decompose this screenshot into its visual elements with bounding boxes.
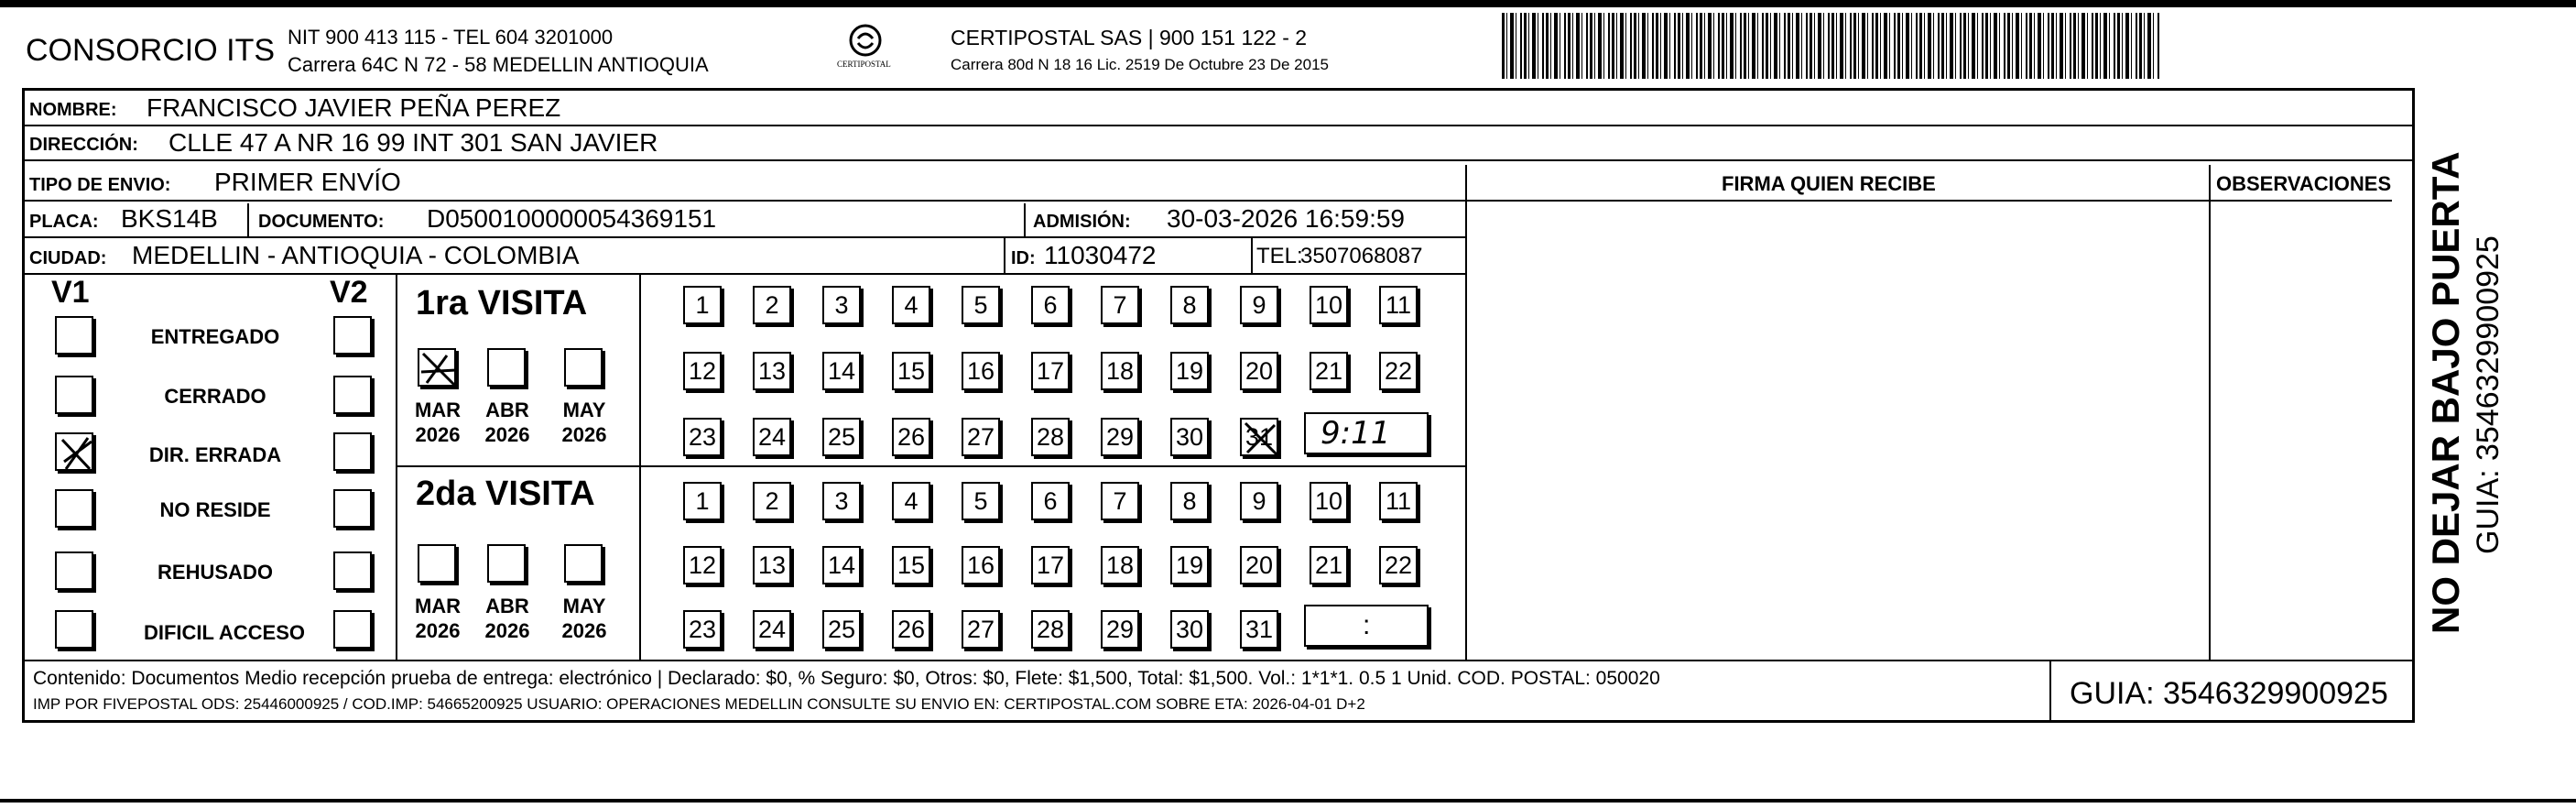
documento-label: DOCUMENTO: bbox=[258, 212, 385, 232]
visit1-time-written: 9:11 bbox=[1321, 415, 1391, 452]
visit1-month-abr-checkbox[interactable] bbox=[487, 348, 526, 387]
visit1-day-box[interactable]: 14 bbox=[822, 352, 861, 390]
visit1-day-box[interactable]: 18 bbox=[1101, 352, 1139, 390]
v2-no-reside-checkbox[interactable] bbox=[333, 489, 372, 528]
visit1-day-box[interactable]: 29 bbox=[1101, 418, 1139, 456]
col-doc-adm bbox=[1024, 203, 1026, 236]
col-placa-doc bbox=[247, 203, 249, 236]
v1-dificil-acceso-checkbox[interactable] bbox=[55, 610, 93, 649]
visit2-day-box[interactable]: 19 bbox=[1170, 546, 1209, 584]
visit1-day-box[interactable]: 23 bbox=[683, 418, 722, 456]
v1-cerrado-checkbox[interactable] bbox=[55, 376, 93, 414]
visit2-month-may: MAY 2026 bbox=[561, 595, 607, 642]
option-dificil-acceso: DIFICIL ACCESO bbox=[143, 621, 305, 644]
visit1-day-box[interactable]: 21 bbox=[1310, 352, 1348, 390]
visit2-day-box[interactable]: 11 bbox=[1379, 482, 1418, 520]
visit1-month-may-checkbox[interactable] bbox=[564, 348, 603, 387]
visit1-day-box[interactable]: 8 bbox=[1170, 286, 1209, 324]
frame-top bbox=[22, 88, 2412, 91]
visit2-day-box[interactable]: 29 bbox=[1101, 610, 1139, 649]
visit2-day-box[interactable]: 9 bbox=[1240, 482, 1278, 520]
frame-left bbox=[22, 88, 25, 720]
certipostal-logo bbox=[833, 22, 897, 77]
bottom-border bbox=[0, 799, 2576, 803]
visit1-day-box[interactable]: 10 bbox=[1310, 286, 1348, 324]
visit1-day-box[interactable]: 7 bbox=[1101, 286, 1139, 324]
firma-header: FIRMA QUIEN RECIBE bbox=[1722, 172, 1936, 195]
footer-imp: IMP POR FIVEPOSTAL ODS: 25446000925 / COD.IMP: 54665200925 USUARIO: OPERACIONES MEDELLIN CONSULTE SU ENVIO EN: CERTIPOSTAL.COM SOBRE ETA: 2026-04-01 D+2 bbox=[33, 695, 1365, 713]
visit2-day-box[interactable]: 1 bbox=[683, 482, 722, 520]
visit1-day-box[interactable]: 24 bbox=[753, 418, 791, 456]
visit1-day-box[interactable]: 19 bbox=[1170, 352, 1209, 390]
placa-label: PLACA: bbox=[29, 212, 99, 232]
visit2-day-box[interactable]: 25 bbox=[822, 610, 861, 649]
visit2-time-placeholder: : bbox=[1363, 610, 1371, 640]
visit2-day-box[interactable]: 4 bbox=[892, 482, 930, 520]
direccion-label: DIRECCIÓN: bbox=[29, 135, 138, 155]
col-firma-left bbox=[1465, 165, 1467, 660]
v1-dir-errada-checkbox[interactable] bbox=[55, 432, 93, 471]
visit1-day-box[interactable]: 13 bbox=[753, 352, 791, 390]
row-line-3 bbox=[22, 200, 1467, 202]
v2-dir-errada-checkbox[interactable] bbox=[333, 432, 372, 471]
option-rehusado: REHUSADO bbox=[158, 561, 273, 584]
footer-contenido: Contenido: Documentos Medio recepción prueba de entrega: electrónico | Declarado: $0, % Seguro: $0, Otros: $0, Flete: $1,500, Total: $1,500. Vol.: 1*1*1. 0.5 1 Unid. COD. POSTAL: 050020 bbox=[33, 668, 1660, 689]
visit1-month-mar: MAR 2026 bbox=[414, 399, 462, 446]
visit2-day-box[interactable]: 24 bbox=[753, 610, 791, 649]
option-dir-errada: DIR. ERRADA bbox=[148, 443, 282, 466]
visit2-month-abr: ABR 2026 bbox=[484, 595, 530, 642]
v1-no-reside-checkbox[interactable] bbox=[55, 489, 93, 528]
v1-label: V1 bbox=[51, 275, 90, 310]
visit-row-sep bbox=[396, 465, 1465, 467]
visit1-title: 1ra VISITA bbox=[416, 284, 588, 322]
visit2-day-box[interactable]: 12 bbox=[683, 546, 722, 584]
nombre-label: NOMBRE: bbox=[29, 100, 117, 120]
visit1-month-mar-checkbox[interactable] bbox=[418, 348, 456, 387]
v1-entregado-checkbox[interactable] bbox=[55, 316, 93, 355]
visit1-day-box[interactable]: 26 bbox=[892, 418, 930, 456]
visit1-day-box[interactable]: 6 bbox=[1031, 286, 1070, 324]
handwritten-mark-icon bbox=[1242, 420, 1280, 458]
barcode bbox=[1502, 13, 2161, 79]
nombre-value: FRANCISCO JAVIER PEÑA PEREZ bbox=[147, 93, 561, 122]
visit1-day-box[interactable]: 5 bbox=[962, 286, 1000, 324]
visit2-day-box[interactable]: 15 bbox=[892, 546, 930, 584]
frame-bottom bbox=[22, 720, 2415, 723]
side-warning: NO DEJAR BAJO PUERTA bbox=[2424, 151, 2467, 634]
visit2-day-box[interactable]: 6 bbox=[1031, 482, 1070, 520]
visit1-day-box[interactable]: 15 bbox=[892, 352, 930, 390]
tel-value: 3507068087 bbox=[1300, 244, 1423, 268]
col-header-underline bbox=[1465, 200, 2392, 202]
visit2-day-box[interactable]: 30 bbox=[1170, 610, 1209, 649]
visit2-day-box[interactable]: 27 bbox=[962, 610, 1000, 649]
visit1-day-box[interactable]: 28 bbox=[1031, 418, 1070, 456]
visit2-month-abr-checkbox[interactable] bbox=[487, 544, 526, 583]
visit1-month-abr: ABR 2026 bbox=[484, 399, 530, 446]
documento-value: D0500100000054369151 bbox=[427, 204, 717, 233]
observaciones-header: OBSERVACIONES bbox=[2216, 172, 2392, 195]
visit1-day-box[interactable]: 17 bbox=[1031, 352, 1070, 390]
visit2-day-box[interactable]: 17 bbox=[1031, 546, 1070, 584]
visit1-day-box[interactable]: 11 bbox=[1379, 286, 1418, 324]
option-no-reside: NO RESIDE bbox=[159, 498, 271, 521]
ciudad-label: CIUDAD: bbox=[29, 248, 107, 268]
visit1-month-may: MAY 2026 bbox=[561, 399, 607, 446]
visit1-time-box[interactable] bbox=[1304, 412, 1429, 454]
visit1-day-box[interactable]: 1 bbox=[683, 286, 722, 324]
visit2-day-box[interactable]: 10 bbox=[1310, 482, 1348, 520]
visit2-time-box[interactable] bbox=[1304, 605, 1429, 647]
visit1-day-box[interactable]: 25 bbox=[822, 418, 861, 456]
option-cerrado: CERRADO bbox=[164, 385, 266, 408]
placa-value: BKS14B bbox=[121, 204, 218, 233]
visit1-day-box[interactable]: 16 bbox=[962, 352, 1000, 390]
id-label: ID: bbox=[1011, 248, 1036, 268]
visit2-day-box[interactable]: 26 bbox=[892, 610, 930, 649]
v2-entregado-checkbox[interactable] bbox=[333, 316, 372, 355]
admision-label: ADMISIÓN: bbox=[1033, 212, 1131, 232]
tel-label: TEL: bbox=[1256, 244, 1303, 268]
ciudad-value: MEDELLIN - ANTIOQUIA - COLOMBIA bbox=[132, 241, 580, 269]
visit2-day-box[interactable]: 16 bbox=[962, 546, 1000, 584]
row-line-1 bbox=[22, 125, 2412, 126]
visit2-day-box[interactable]: 2 bbox=[753, 482, 791, 520]
visit1-day-box[interactable]: 2 bbox=[753, 286, 791, 324]
row-line-2 bbox=[22, 159, 2412, 161]
visit2-day-box[interactable]: 3 bbox=[822, 482, 861, 520]
visit2-title: 2da VISITA bbox=[416, 475, 595, 513]
side-guia: GUIA: 3546329900925 bbox=[2471, 235, 2505, 554]
courier-line1: CERTIPOSTAL SAS | 900 151 122 - 2 bbox=[951, 26, 1308, 49]
option-entregado: ENTREGADO bbox=[150, 325, 280, 348]
id-value: 11030472 bbox=[1044, 241, 1157, 269]
frame-right bbox=[2412, 88, 2415, 720]
courier-line2: Carrera 80d N 18 16 Lic. 2519 De Octubre 23 De 2015 bbox=[951, 56, 1329, 73]
visit1-day-box[interactable]: 4 bbox=[892, 286, 930, 324]
tipo-envio-value: PRIMER ENVÍO bbox=[214, 168, 401, 196]
visit1-day-box[interactable]: 20 bbox=[1240, 352, 1278, 390]
visit2-day-box[interactable]: 14 bbox=[822, 546, 861, 584]
visit1-day-box[interactable]: 31 bbox=[1240, 418, 1278, 456]
footer-guia-sep bbox=[2049, 661, 2051, 720]
visit1-day-box[interactable]: 30 bbox=[1170, 418, 1209, 456]
visit1-day-box[interactable]: 22 bbox=[1379, 352, 1418, 390]
col-obs-left bbox=[2209, 165, 2211, 660]
visit1-day-box[interactable]: 27 bbox=[962, 418, 1000, 456]
v2-label: V2 bbox=[330, 275, 368, 310]
col-ciudad-id bbox=[1004, 238, 1005, 273]
company-name: CONSORCIO ITS bbox=[26, 33, 276, 68]
visit2-day-box[interactable]: 28 bbox=[1031, 610, 1070, 649]
v1-rehusado-checkbox[interactable] bbox=[55, 551, 93, 590]
tipo-envio-label: TIPO DE ENVIO: bbox=[29, 175, 171, 195]
handwritten-check-icon bbox=[419, 350, 458, 388]
admision-value: 30-03-2026 16:59:59 bbox=[1167, 204, 1405, 233]
visit2-month-mar: MAR 2026 bbox=[414, 595, 462, 642]
visit1-day-box[interactable]: 9 bbox=[1240, 286, 1278, 324]
handwritten-check-icon bbox=[57, 434, 95, 473]
visit2-day-box[interactable]: 21 bbox=[1310, 546, 1348, 584]
visit1-day-box[interactable]: 3 bbox=[822, 286, 861, 324]
visit1-day-box[interactable]: 12 bbox=[683, 352, 722, 390]
v2-cerrado-checkbox[interactable] bbox=[333, 376, 372, 414]
visit2-month-mar-checkbox[interactable] bbox=[418, 544, 456, 583]
v2-rehusado-checkbox[interactable] bbox=[333, 551, 372, 590]
direccion-value: CLLE 47 A NR 16 99 INT 301 SAN JAVIER bbox=[168, 128, 658, 157]
visit2-day-box[interactable]: 23 bbox=[683, 610, 722, 649]
visit2-day-box[interactable]: 5 bbox=[962, 482, 1000, 520]
visit2-day-box[interactable]: 31 bbox=[1240, 610, 1278, 649]
footer-guia: GUIA: 3546329900925 bbox=[2070, 676, 2388, 711]
col-id-tel bbox=[1251, 238, 1253, 273]
top-border bbox=[0, 0, 2576, 7]
visit2-day-box[interactable]: 20 bbox=[1240, 546, 1278, 584]
company-address: Carrera 64C N 72 - 58 MEDELLIN ANTIOQUIA bbox=[288, 53, 709, 76]
row-line-5 bbox=[22, 273, 1467, 275]
v2-dificil-acceso-checkbox[interactable] bbox=[333, 610, 372, 649]
visit2-day-box[interactable]: 18 bbox=[1101, 546, 1139, 584]
company-nit: NIT 900 413 115 - TEL 604 3201000 bbox=[288, 26, 614, 49]
logo-caption: CERTIPOSTAL bbox=[837, 60, 891, 69]
visit2-day-box[interactable]: 13 bbox=[753, 546, 791, 584]
footer-line bbox=[22, 660, 2412, 661]
visit2-day-box[interactable]: 7 bbox=[1101, 482, 1139, 520]
visit2-day-box[interactable]: 22 bbox=[1379, 546, 1418, 584]
visit2-day-box[interactable]: 8 bbox=[1170, 482, 1209, 520]
visit2-month-may-checkbox[interactable] bbox=[564, 544, 603, 583]
